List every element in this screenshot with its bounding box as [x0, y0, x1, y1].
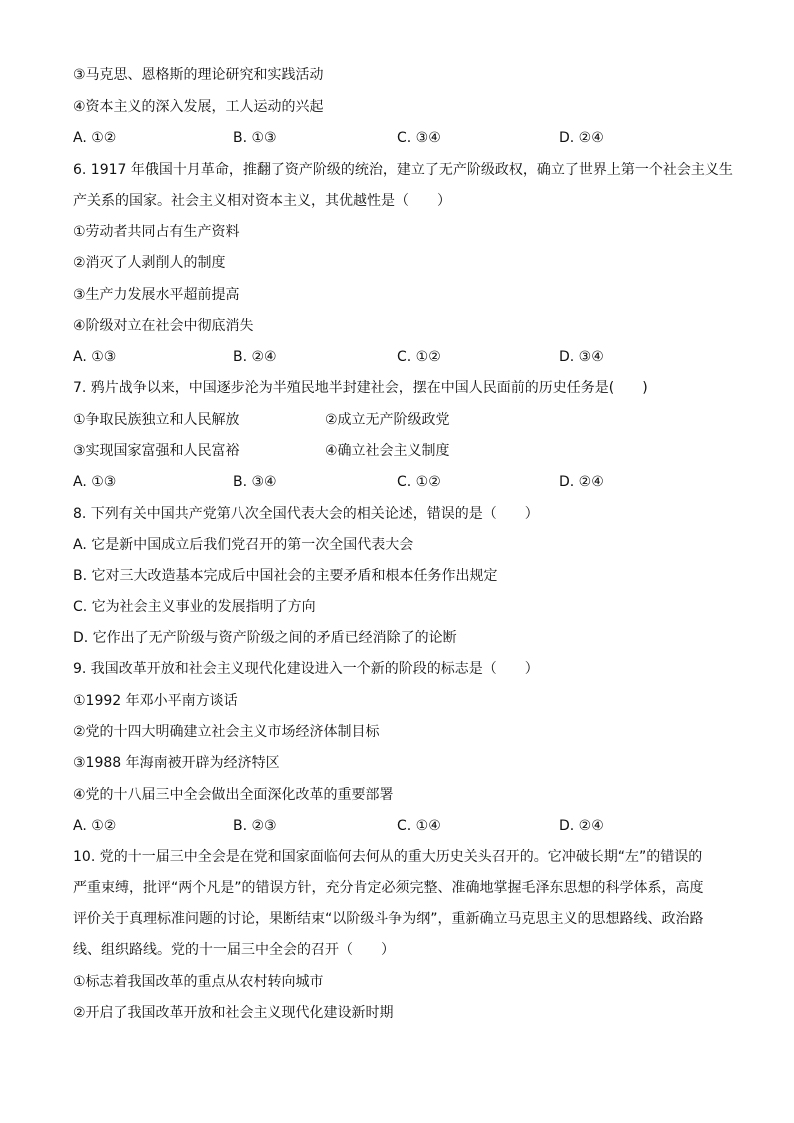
q7-items-row-2	[73, 442, 773, 460]
q9-option-d[interactable]: D. ②④	[559, 818, 604, 834]
q6-stem-line-1: 6. 1917 年俄国十月革命，推翻了资产阶级的统治，建立了无产阶级政权，确立了世界上第一个社会主义生	[73, 162, 733, 178]
q6-stem-line-2: 产关系的国家。社会主义相对资本主义，其优越性是（ ）	[73, 193, 451, 209]
q10-stem-line-4: 线、组织路线。党的十一届三中全会的召开（ ）	[73, 942, 395, 958]
q5-option-b[interactable]: B. ①③	[233, 130, 277, 146]
q10-stem-line-2: 严重束缚，批评“两个凡是”的错误方针，充分肯定必须完整、准确地掌握毛泽东思想的科学体系，高度	[73, 880, 704, 896]
q6-option-c[interactable]: C. ①②	[397, 349, 441, 365]
q7-item-3: ③实现国家富强和人民富裕	[73, 443, 240, 459]
q6-item-4: ④阶级对立在社会中彻底消失	[73, 318, 254, 334]
q7-option-c[interactable]: C. ①②	[397, 474, 441, 490]
q9-option-b[interactable]: B. ②③	[233, 818, 277, 834]
q7-option-b[interactable]: B. ③④	[233, 474, 277, 490]
q7-option-d[interactable]: D. ②④	[559, 474, 604, 490]
q5-options	[73, 129, 773, 147]
q9-options	[73, 817, 773, 835]
q9-item-1: ①1992 年邓小平南方谈话	[73, 693, 238, 709]
q6-option-d[interactable]: D. ③④	[559, 349, 604, 365]
q8-choice-b[interactable]: B. 它对三大改造基本完成后中国社会的主要矛盾和根本任务作出规定	[73, 568, 498, 584]
q9-item-2: ②党的十四大明确建立社会主义市场经济体制目标	[73, 724, 380, 740]
q10-stem-line-3: 评价关于真理标准问题的讨论，果断结束“以阶级斗争为纲”，重新确立马克思主义的思想路线、政治路	[73, 911, 704, 927]
q10-stem-line-1: 10. 党的十一届三中全会是在党和国家面临何去何从的重大历史关头召开的。它冲破长期“左”的错误的	[73, 849, 703, 865]
q8-stem: 8. 下列有关中国共产党第八次全国代表大会的相关论述，错误的是（ ）	[73, 506, 539, 522]
q7-option-a[interactable]: A. ①③	[73, 474, 117, 490]
q6-item-3: ③生产力发展水平超前提高	[73, 287, 240, 303]
q6-option-a[interactable]: A. ①③	[73, 349, 117, 365]
q9-option-c[interactable]: C. ①④	[397, 818, 441, 834]
q7-stem: 7. 鸦片战争以来，中国逐步沦为半殖民地半封建社会，摆在中国人民面前的历史任务是( )	[73, 380, 648, 396]
q7-item-2: ②成立无产阶级政党	[325, 412, 450, 428]
q7-item-1: ①争取民族独立和人民解放	[73, 412, 240, 428]
q6-item-1: ①劳动者共同占有生产资料	[73, 224, 240, 240]
q10-item-2: ②开启了我国改革开放和社会主义现代化建设新时期	[73, 1005, 394, 1021]
q5-option-a[interactable]: A. ①②	[73, 130, 117, 146]
q6-options	[73, 348, 773, 366]
q5-option-d[interactable]: D. ②④	[559, 130, 604, 146]
q6-item-2: ②消灭了人剥削人的制度	[73, 255, 226, 271]
q7-items-row-1	[73, 411, 773, 429]
q9-option-a[interactable]: A. ①②	[73, 818, 117, 834]
q9-stem: 9. 我国改革开放和社会主义现代化建设进入一个新的阶段的标志是（ ）	[73, 661, 539, 677]
q5-item-3: ③马克思、恩格斯的理论研究和实践活动	[73, 67, 324, 83]
q9-item-3: ③1988 年海南被开辟为经济特区	[73, 755, 280, 771]
q8-choice-c[interactable]: C. 它为社会主义事业的发展指明了方向	[73, 599, 316, 615]
q10-item-1: ①标志着我国改革的重点从农村转向城市	[73, 974, 324, 990]
q8-choice-d[interactable]: D. 它作出了无产阶级与资产阶级之间的矛盾已经消除了的论断	[73, 630, 457, 646]
q6-option-b[interactable]: B. ②④	[233, 349, 277, 365]
q5-item-4: ④资本主义的深入发展，工人运动的兴起	[73, 99, 324, 115]
q5-option-c[interactable]: C. ③④	[397, 130, 441, 146]
q9-item-4: ④党的十八届三中全会做出全面深化改革的重要部署	[73, 787, 394, 803]
q8-choice-a[interactable]: A. 它是新中国成立后我们党召开的第一次全国代表大会	[73, 537, 414, 553]
q7-item-4: ④确立社会主义制度	[325, 443, 450, 459]
q7-options	[73, 473, 773, 491]
